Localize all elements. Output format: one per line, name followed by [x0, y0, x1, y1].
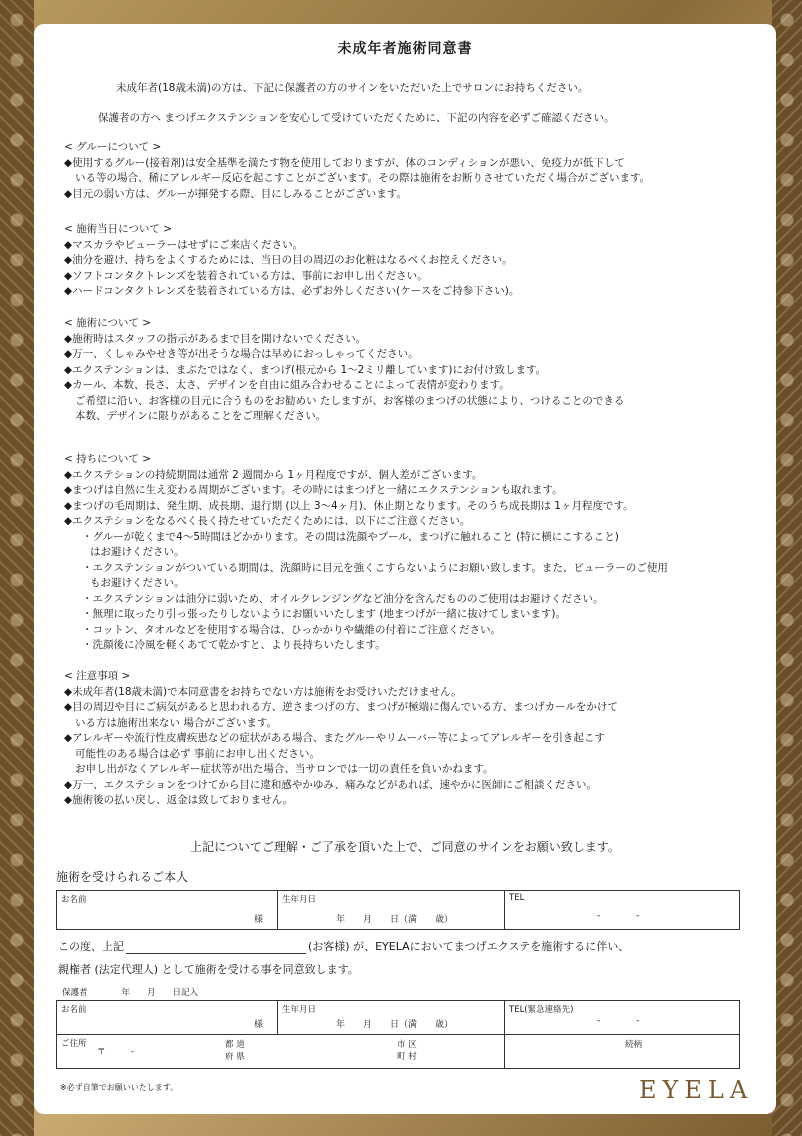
todo-label: 都 道 [225, 1040, 245, 1050]
birth-label: 生年月日 [282, 895, 317, 905]
tel-dash: - - [597, 1016, 640, 1026]
intro-guardians: 保護者の方へ まつげエクステンションを安心して受けていただくために、下記の内容を必ずご確認ください。 [98, 112, 615, 124]
section-1 [64, 222, 754, 300]
sama-label: 様 [253, 915, 263, 925]
section-line: ・グルーが乾くまで4～5時間ほどかかります。その間は洗顔やプール、まつげに触れること (特に横にこすること) [82, 530, 619, 543]
relation-label: 続柄 [625, 1040, 643, 1050]
section-line: ◆まつげの毛周期は、発生期、成長期、退行期 (以上 3～4ヶ月)、休止期となります。そのうち成長期は 1ヶ月程度です。 [64, 499, 634, 512]
section-heading: < グルーについて > [64, 141, 162, 153]
section-line: ◆目の周辺や目にご病気があると思われる方、逆さまつげの方、まつげが極端に傷んでいる方、まつげカールをかけて [64, 701, 618, 713]
consent-line-1 [58, 938, 629, 954]
consent-line-2: 親権者 (法定代理人) として施術を受ける事を同意致します。 [58, 963, 359, 976]
patient-name-field[interactable] [57, 891, 278, 930]
section-line: お申し出がなくアレルギー症状等が出た場合、当サロンでは一切の責任を負いかねます。 [75, 763, 494, 775]
section-heading: < 施術当日について > [64, 223, 173, 235]
section-line: ◆ソフトコンタクトレンズを装着されている方は、事前にお申し出ください。 [64, 269, 428, 282]
tel-label: TEL [509, 893, 525, 903]
name-label: お名前 [61, 1005, 87, 1015]
section-line: はお避けください。 [90, 546, 185, 558]
section-line: ◆エクステションの持続期間は通常 2 週間から 1ヶ月程度ですが、個人差がございます。 [64, 468, 483, 481]
section-line: ◆カール、本数、長さ、太さ、デザインを自由に組み合わせることによって表情が変わります。 [64, 379, 510, 391]
emergency-tel-label: TEL(緊急連絡先) [509, 1005, 574, 1015]
section-line: ◆ハードコンタクトレンズを装着されている方は、必ずお外しください(ケースをご持参下さい)。 [64, 285, 520, 297]
section-line: いる等の場合、稀にアレルギー反応を起こすことがございます。その際は施術をお断りさせていただく場合がございます。 [75, 172, 651, 184]
section-line: ◆施術後の払い戻し、返金は致しておりません。 [64, 794, 294, 806]
section-line: ・コットン、タオルなどを使用する場合は、ひっかかりや繊維の付着にご注意ください。 [82, 623, 501, 636]
address-label: ご住所 [61, 1039, 87, 1049]
section-line: いる方は施術出来ない 場合がございます。 [75, 716, 277, 729]
section-line: ・エクステンションは油分に弱いため、オイルクレンジングなど油分を含んだもののご使用はお避けください。 [82, 592, 604, 605]
agreement-request: 上記についてご理解・ご了承を頂いた上で、ご同意のサインをお願い致します。 [190, 840, 620, 854]
postal-mark: 〒 - [97, 1047, 135, 1057]
section-line: ◆未成年者(18歳未満)で本同意書をお持ちでない方は施術をお受けいただけません。 [64, 685, 462, 698]
guardian-emergency-tel-field[interactable] [505, 1001, 740, 1035]
section-line: ◆エクステンションは、まぶたではなく、まつげ(根元から 1～2ミリ離しています)にお付け致します。 [64, 363, 547, 376]
section-line: ・無理に取ったり引っ張ったりしないようにお願いいたします (地まつげが一緒に抜けてしまいます)。 [82, 608, 567, 620]
section-line: ◆エクステションをなるべく長く持たせていただくためには、以下にご注意ください。 [64, 515, 471, 527]
birth-label: 生年月日 [282, 1005, 317, 1015]
section-4 [64, 669, 754, 809]
section-2 [64, 316, 754, 425]
lace-border-left [0, 0, 34, 1136]
section-line: ◆目元の弱い方は、グルーが揮発する際、目にしみることがございます。 [64, 187, 407, 200]
birth-fields: 年 月 日（満 歳） [336, 915, 454, 925]
guardian-birthdate-field[interactable] [278, 1001, 505, 1035]
section-heading: < 注意事項 > [64, 670, 131, 682]
tel-dash: - - [597, 911, 640, 921]
section-line: ◆施術時はスタッフの指示があるまで目を開けないでください。 [64, 332, 367, 345]
section-line: ◆万一、エクステションをつけてから目に違和感やかゆみ、痛みなどがあれば、速やかに医師にご相談ください。 [64, 778, 597, 791]
section-line: ご希望に沿い、お客様の目元に合うものをお勧めい たしますが、お客様のまつげの状態により、つけることのできる [75, 394, 625, 407]
eyela-logo: EYELA [639, 1076, 754, 1104]
guardian-form [56, 1000, 740, 1069]
section-line: ◆マスカラやビューラーはせずにご来店ください。 [64, 238, 304, 251]
customer-name-blank[interactable] [126, 941, 306, 954]
patient-birthdate-field[interactable] [278, 891, 505, 930]
name-label: お名前 [61, 895, 87, 905]
shiku-label: 市 区 [397, 1040, 417, 1050]
section-line: ・エクステンションがついている期間は、洗顔時に目元を強くこすらないようにお願い致します。また、ビューラーのご使用 [82, 561, 668, 574]
consent-document [34, 24, 776, 1114]
guardian-address-field[interactable] [57, 1035, 505, 1069]
sama-label: 様 [253, 1020, 263, 1030]
guardian-name-field[interactable] [57, 1001, 278, 1035]
section-line: ◆使用するグルー(接着剤)は安全基準を満たす物を使用しておりますが、体のコンディションが悪い、免疫力が低下して [64, 156, 625, 169]
consent-prefix: この度、上記 [58, 940, 124, 953]
section-line: 可能性のある場合は必ず 事前にお申し出ください。 [75, 747, 320, 760]
lace-border-right [772, 0, 802, 1136]
birth-fields: 年 月 日（満 歳） [336, 1020, 454, 1030]
section-line: ・洗顔後に冷風を軽くあてて乾かすと、より長持ちいたします。 [82, 639, 386, 651]
guardian-relation-field[interactable] [505, 1035, 740, 1069]
fuken-label: 府 県 [225, 1052, 245, 1062]
section-line: ◆万一、くしゃみやせき等が出そうな場合は早めにおっしゃってください。 [64, 348, 419, 360]
patient-tel-field[interactable] [505, 891, 740, 930]
guardian-date-line: 保護者 年 月 日記入 [62, 988, 199, 998]
section-line: ◆油分を避け、持ちをよくするためには、当日の目の周辺のお化粧はなるべくお控えください。 [64, 254, 513, 266]
section-heading: < 持ちについて > [64, 453, 152, 465]
intro-minors: 未成年者(18歳未満)の方は、下記に保護者の方のサインをいただいた上でサロンにお持ちください。 [116, 82, 589, 94]
section-0 [64, 140, 754, 202]
document-title: 未成年者施術同意書 [337, 41, 473, 57]
patient-form [56, 890, 740, 930]
section-3 [64, 452, 754, 654]
subject-label: 施術を受けられるご本人 [56, 870, 189, 884]
section-line: ◆アレルギーや流行性皮膚疾患などの症状がある場合、またグルーやリムーバー等によってアレルギーを引き起こす [64, 732, 605, 744]
section-line: もお避けください。 [90, 577, 185, 589]
section-line: ◆まつげは自然に生え変わる周期がございます。その時にはまつげと一緒にエクステンションも取れます。 [64, 484, 563, 496]
section-line: 本数、デザインに限りがあることをご理解ください。 [75, 410, 327, 422]
consent-suffix: (お客様) が、EYELAにおいてまつげエクステを施術するに伴い、 [308, 940, 630, 953]
chouson-label: 町 村 [397, 1052, 417, 1062]
handwriting-note: ※必ず自筆でお願いいたします。 [60, 1083, 179, 1092]
section-heading: < 施術について > [64, 317, 152, 329]
